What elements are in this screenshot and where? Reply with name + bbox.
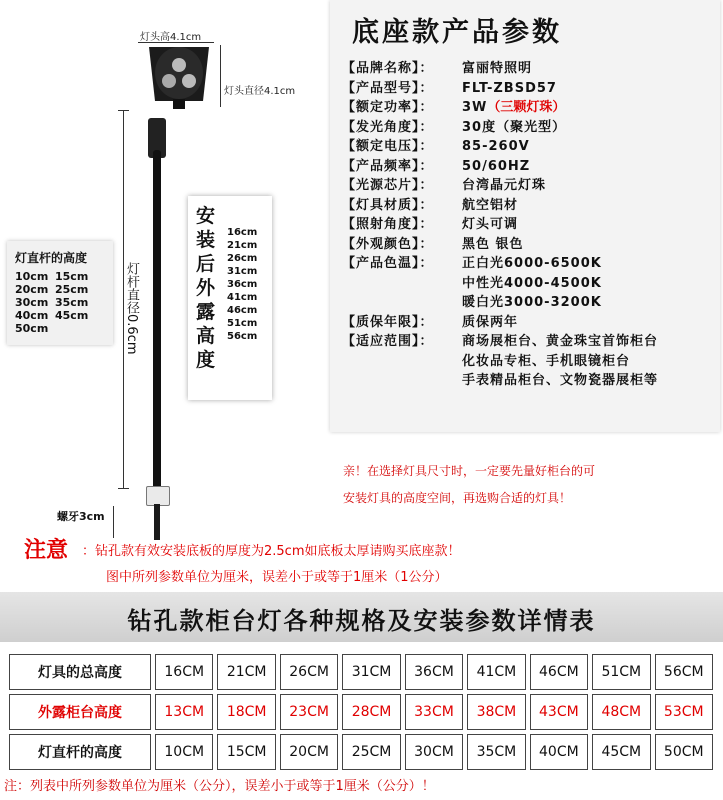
install-height-value: 41cm [227,292,258,303]
pole-length-row [15,270,113,283]
notice-label: 注意 [24,538,69,563]
param-row [342,176,658,196]
install-height-title [196,204,220,372]
install-title-char: 后 [196,253,216,275]
purchase-tip [343,458,723,512]
size-table-cell: 38CM [467,694,525,730]
install-height-box [188,196,272,400]
size-table-title: 钻孔款柜台灯各种规格及安装参数详情表 [127,607,596,635]
param-value: 富丽特照明 [462,61,533,76]
lamp-head-drawing [143,43,215,109]
purchase-tip-line1: 亲！在选择灯具尺寸时，一定要先量好柜台的可 [343,464,596,478]
thread-label: 螺牙3cm [57,510,105,523]
param-row [342,157,658,177]
param-value: 正白光6000-6500K [462,256,602,271]
param-row [342,332,658,352]
size-table-cell: 10CM [155,734,213,770]
notice-line2: 图中所列参数单位为厘米，误差小于或等于1厘米（1公分） [106,570,448,585]
size-table-cell: 56CM [655,654,714,690]
pole-length-box [7,241,113,345]
size-table-cell: 25CM [342,734,400,770]
param-row [342,371,658,391]
param-value: 50/60HZ [462,158,531,174]
param-row [342,79,658,99]
param-key: 【适应范围】： [342,334,434,349]
param-key [342,371,462,391]
size-table-cell: 23CM [280,694,338,730]
param-key: 【光源芯片】： [342,178,434,193]
size-table-cell: 16CM [155,654,213,690]
param-key [342,293,462,313]
size-table-cell: 50CM [655,734,714,770]
notice-line1: ：钻孔款有效安装底板的厚度为2.5cm如底板太厚请购买底座款！ [82,544,461,559]
pole-length-value: 20cm [15,283,49,296]
install-height-value: 26cm [227,253,258,264]
param-row [342,215,658,235]
param-row [342,274,658,294]
size-table-cell: 53CM [655,694,714,730]
params-panel [330,0,720,432]
param-row [342,293,658,313]
pole-length-row [15,322,113,335]
param-key [342,274,462,294]
purchase-tip-line2: 安装灯具的高度空间，再选购合适的灯具！ [343,491,572,505]
size-table-cell: 41CM [467,654,525,690]
pole-length-value: 30cm [15,296,49,309]
pole-diameter-label: 灯杆直径0.6cm [124,262,139,355]
param-key: 【额定功率】： [342,100,434,115]
size-table [5,650,717,774]
param-row [342,254,658,274]
param-row [342,98,658,118]
size-table-cell: 33CM [405,694,463,730]
param-key: 【产品型号】： [342,80,434,96]
param-key: 【照射角度】： [342,217,434,232]
param-row [342,313,658,333]
param-key: 【额定电压】： [342,139,434,154]
lamp-pole [153,150,161,490]
param-value: 台湾晶元灯珠 [462,178,547,193]
size-table-cell: 36CM [405,654,463,690]
param-value: 中性光4000-4500K [462,275,602,291]
size-table-cell: 21CM [217,654,275,690]
size-table-cell: 13CM [155,694,213,730]
pole-length-tick-bottom [118,488,129,489]
size-table-cell: 51CM [592,654,650,690]
size-table-header [0,592,723,642]
param-row [342,196,658,216]
param-value: 质保两年 [462,314,519,330]
lamp-base [146,486,170,506]
param-value: 手表精品柜台、文物瓷器展柜等 [462,373,659,388]
install-height-value: 36cm [227,279,258,290]
param-value-highlight: （三颗灯珠） [487,100,566,115]
params-title: 底座款产品参数 [352,17,562,48]
install-height-value: 31cm [227,266,258,277]
size-table-cell: 20CM [280,734,338,770]
size-table-cell: 48CM [592,694,650,730]
param-value: 航空铝材 [462,197,519,213]
param-row [342,137,658,157]
params-list [342,59,658,391]
size-table-row-label: 外露柜台高度 [9,694,151,730]
pole-length-row [15,309,113,322]
size-table-cell: 35CM [467,734,525,770]
pole-length-tick-top [118,110,129,111]
param-key: 【外观颜色】： [342,236,434,252]
install-title-char: 度 [196,349,216,371]
install-title-char: 高 [196,325,216,347]
size-table-cell: 30CM [405,734,463,770]
param-key [342,352,462,372]
size-table-row [9,694,713,730]
install-title-char: 露 [196,301,216,323]
pole-length-value: 50cm [15,322,49,335]
lamp-thread [154,504,160,540]
size-table-row [9,734,713,770]
param-row [342,235,658,255]
pole-length-value: 35cm [55,296,89,309]
param-value: 85-260V [462,139,530,154]
head-height-label: 灯头高4.1cm [140,32,202,43]
param-value: 商场展柜台、黄金珠宝首饰柜台 [462,334,659,349]
param-key: 【品牌名称】： [342,61,434,76]
pole-length-row [15,283,113,296]
pole-length-value: 40cm [15,309,49,322]
pole-length-value: 25cm [55,283,89,296]
param-value: 灯头可调 [462,217,519,232]
param-row [342,59,658,79]
install-title-char: 外 [196,277,216,299]
param-key: 【产品色温】： [342,256,434,271]
size-table-row [9,654,713,690]
size-table-cell: 28CM [342,694,400,730]
size-table-cell: 46CM [530,654,588,690]
param-value: FLT-ZBSD57 [462,80,557,96]
size-table-cell: 18CM [217,694,275,730]
size-table-row-label: 灯直杆的高度 [9,734,151,770]
size-table-footnote: 注：列表中所列参数单位为厘米（公分），误差小于或等于1厘米（公分）！ [4,779,435,794]
param-value: 黑色 银色 [462,236,524,252]
param-row [342,118,658,138]
param-value: 30度（聚光型） [462,119,567,135]
size-table-cell: 15CM [217,734,275,770]
pole-length-value: 15cm [55,270,89,283]
pole-length-values [15,270,113,335]
pole-length-value: 45cm [55,309,89,322]
size-table-cell: 40CM [530,734,588,770]
param-key: 【灯具材质】： [342,197,434,213]
param-key: 【质保年限】： [342,314,434,330]
param-value: 暖白光3000-3200K [462,295,602,310]
size-table-cell: 31CM [342,654,400,690]
param-row [342,352,658,372]
pole-length-value: 10cm [15,270,49,283]
param-value: 3W [462,100,488,115]
size-table-row-label: 灯具的总高度 [9,654,151,690]
pole-length-row [15,296,113,309]
install-title-char: 装 [196,229,216,251]
param-key: 【发光角度】： [342,119,434,135]
size-table-cell: 45CM [592,734,650,770]
install-height-value: 51cm [227,318,258,329]
install-height-value: 16cm [227,227,258,238]
head-diameter-label: 灯头直径4.1cm [224,86,296,97]
install-height-value: 56cm [227,331,258,342]
install-height-values [227,226,257,343]
thread-line [113,506,114,538]
size-table-cell: 26CM [280,654,338,690]
pole-length-label: 灯直杆的高度 [15,251,88,265]
install-height-value: 46cm [227,305,258,316]
param-key: 【产品频率】： [342,158,434,174]
install-title-char: 安 [196,205,216,227]
head-diameter-line [220,45,221,107]
size-table-cell: 43CM [530,694,588,730]
install-height-value: 21cm [227,240,258,251]
param-value: 化妆品专柜、手机眼镜柜台 [462,353,631,369]
